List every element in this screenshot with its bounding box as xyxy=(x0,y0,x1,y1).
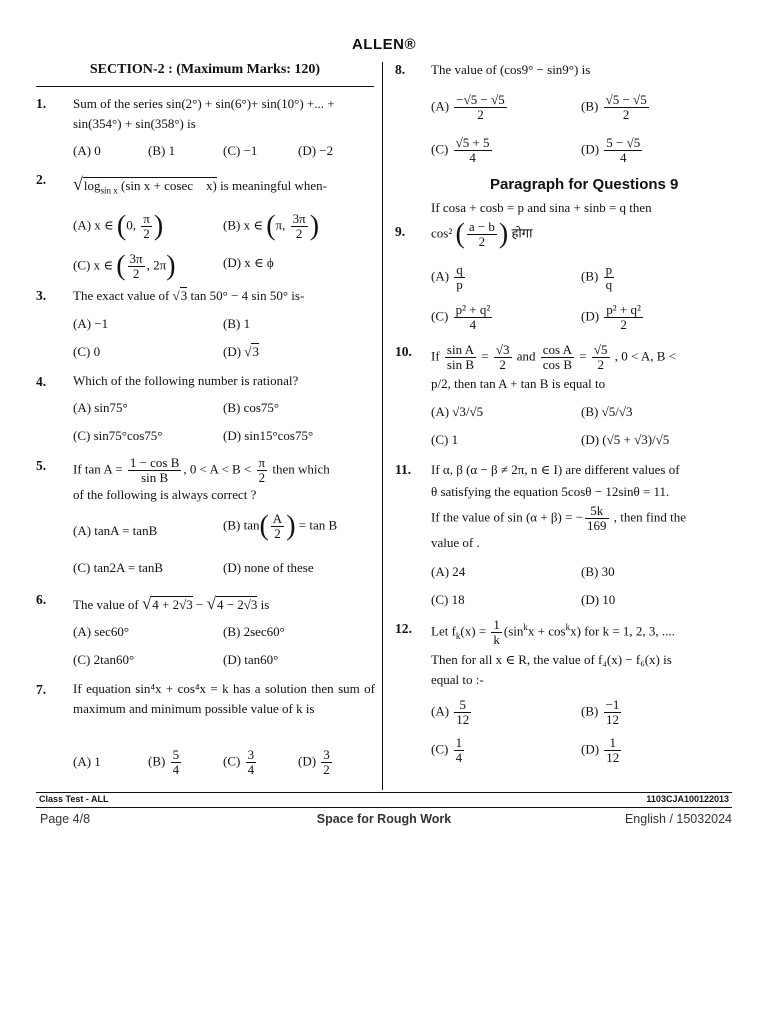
option-d: (D) √3 xyxy=(223,344,259,359)
question-text: value of . xyxy=(431,535,480,550)
question-number: 10. xyxy=(395,344,412,359)
option-c: (C) $\frac{√5 + 5}{4}$ xyxy=(431,135,490,165)
option-d: (D) 10 xyxy=(581,592,616,607)
option-c: (C) 1 xyxy=(431,432,459,447)
option-a: (A) $\frac{q}{p}$ xyxy=(431,262,463,292)
paper-code: 1103CJA100122013 xyxy=(646,794,729,804)
option-d: (D) −2 xyxy=(298,143,334,158)
option-b: (B) x ∈ (π, $\frac{3\pi}{2}$ ) xyxy=(223,210,320,242)
question-number: 11. xyxy=(395,462,412,477)
option-d: (D) tan60° xyxy=(223,652,279,667)
option-c: (C) $\frac{\text{p² + q²}}{4}$ xyxy=(431,302,491,332)
question-text: cos² ( $\frac{a - b}{2}$ ) होगा xyxy=(431,218,533,250)
option-a: (A) sec60° xyxy=(73,624,130,639)
question-text: Which of the following number is rational? xyxy=(73,373,299,388)
question-text: The value of (cos9° − sin9°) is xyxy=(431,62,591,77)
question-number: 4. xyxy=(36,374,47,389)
question-number: 12. xyxy=(395,621,412,636)
option-b: (B) tan( $\frac{A}{2}$ ) = tan B xyxy=(223,510,338,542)
question-number: 5. xyxy=(36,458,47,473)
option-b: (B) $\frac{p}{q}$ xyxy=(581,262,613,292)
section-rule xyxy=(36,86,374,87)
option-c: (C) 18 xyxy=(431,592,465,607)
option-c: (C) tan2A = tanB xyxy=(73,560,164,575)
option-c: (C) sin75°cos75° xyxy=(73,428,163,443)
option-d: (D) $\frac{3}{2}$ xyxy=(298,747,330,777)
option-d: (D) $\frac{5 - √5}{4}$ xyxy=(581,135,641,165)
option-a: (A) tanA = tanB xyxy=(73,523,158,538)
option-c: (C) 2tan60° xyxy=(73,652,135,667)
question-text: If α, β (α − β ≠ 2π, n ∈ I) are different values of xyxy=(431,462,680,477)
question-number: 2. xyxy=(36,172,47,187)
option-b: (B) $\frac{5}{4}$ xyxy=(148,747,180,777)
brand-logo: ALLEN® xyxy=(351,36,417,53)
option-a: (A) 24 xyxy=(431,564,466,579)
option-b: (B) 1 xyxy=(223,316,251,331)
question-text: p/2, then tan A + tan B is equal to xyxy=(431,376,606,391)
option-a: (A) 0 xyxy=(73,143,101,158)
question-number: 6. xyxy=(36,592,47,607)
option-b: (B) 1 xyxy=(148,143,176,158)
option-a: (A) sin75° xyxy=(73,400,128,415)
option-d: (D) sin15°cos75° xyxy=(223,428,314,443)
paragraph-heading: Paragraph for Questions 9 xyxy=(490,176,679,193)
question-text: Sum of the series sin(2°) + sin(6°)+ sin(10°) +... + sin(354°) + sin(358°) is xyxy=(73,96,335,131)
option-d: (D) $\frac{\text{p² + q²}}{2}$ xyxy=(581,302,641,332)
question-text: If the value of sin (α + β) = − $\frac{5k}{169}$ , then find the xyxy=(431,503,686,533)
section-heading: SECTION-2 : (Maximum Marks: 120) xyxy=(89,62,321,77)
question-text: of the following is always correct ? xyxy=(73,487,257,502)
option-a: (A) $\frac{5}{12}$ xyxy=(431,697,470,727)
question-text: Then for all x ∈ R, the value of f₄(x) − f₆(x) is xyxy=(431,652,672,667)
option-b: (B) √5/√3 xyxy=(581,404,633,419)
question-number: 3. xyxy=(36,288,47,303)
language-date: English / 15032024 xyxy=(624,812,732,826)
option-d: (D) none of these xyxy=(223,560,314,575)
question-text: θ satisfying the equation 5cosθ − 12sinθ = 11. xyxy=(431,484,670,499)
option-b: (B) 30 xyxy=(581,564,615,579)
question-text: The value of √4 + 2√3 − √4 − 2√3 is xyxy=(73,594,270,613)
option-c: (C) 0 xyxy=(73,344,101,359)
question-text: If $\frac{\text{sin A}}{\text{sin B}}$ = $\frac{√3}{2}$ and $\frac{\text{cos A}}{\text{cos B}}$ = $\frac{√5}{2}$ , 0 < A, B < xyxy=(431,342,677,372)
question-number: 8. xyxy=(395,62,406,77)
option-a: (A) $\frac{-√5 - √5}{2}$ xyxy=(431,92,505,122)
footer-bar xyxy=(36,792,732,808)
column-divider xyxy=(382,62,383,790)
option-c: (C) $\frac{3}{4}$ xyxy=(223,747,255,777)
option-b: (B) $\frac{√5 - √5}{2}$ xyxy=(581,92,647,122)
option-a: (A) √3/√5 xyxy=(431,404,484,419)
question-number: 9. xyxy=(395,224,406,239)
rough-work-label: Space for Rough Work xyxy=(316,812,452,826)
question-number: 7. xyxy=(36,682,47,697)
option-a: (A) 1 xyxy=(73,754,101,769)
option-a: (A) x ∈ (0, $\frac{\pi}{2}$ ) xyxy=(73,210,164,242)
paragraph-text: If cosa + cosb = p and sina + sinb = q then xyxy=(431,200,652,215)
question-text: Let $f_k(x)$ = $\frac{1}{k}$ $(\sin^kx + \cos^kx)$ for k = 1, 2, 3, .... xyxy=(431,617,675,647)
page-number: Page 4/8 xyxy=(40,812,91,826)
option-b: (B) 2sec60° xyxy=(223,624,285,639)
class-test-label: Class Test - ALL xyxy=(39,794,109,804)
option-d: (D) (√5 + √3)/√5 xyxy=(581,432,670,447)
question-text: If equation sin⁴x + cos⁴x = k has a solution then sum of maximum and minimum possible value of k is xyxy=(73,681,375,716)
option-d: (D) $\frac{1}{12}$ xyxy=(581,735,620,765)
option-c: (C) −1 xyxy=(223,143,258,158)
question-text: The exact value of √3 tan 50° − 4 sin 50° is- xyxy=(73,288,305,303)
question-text: equal to :- xyxy=(431,672,484,687)
option-c: (C) x ∈ ( $\frac{3\pi}{2}$ , 2π) xyxy=(73,250,176,282)
option-c: (C) $\frac{1}{4}$ xyxy=(431,735,463,765)
option-b: (B) cos75° xyxy=(223,400,280,415)
question-text: If tan A = $\frac{\text{1 − cos B}}{\text{sin B}}$ , 0 < A < B < $\frac{\pi}{2}$ then which xyxy=(73,455,330,485)
question-text: $√\log_{sin x}$ (sin x + cosec x) is meaningful when- xyxy=(73,174,327,196)
question-number: 1. xyxy=(36,96,47,111)
option-d: (D) x ∈ ϕ xyxy=(223,255,274,270)
option-a: (A) −1 xyxy=(73,316,109,331)
option-b: (B) $\frac{-1}{12}$ xyxy=(581,697,620,727)
